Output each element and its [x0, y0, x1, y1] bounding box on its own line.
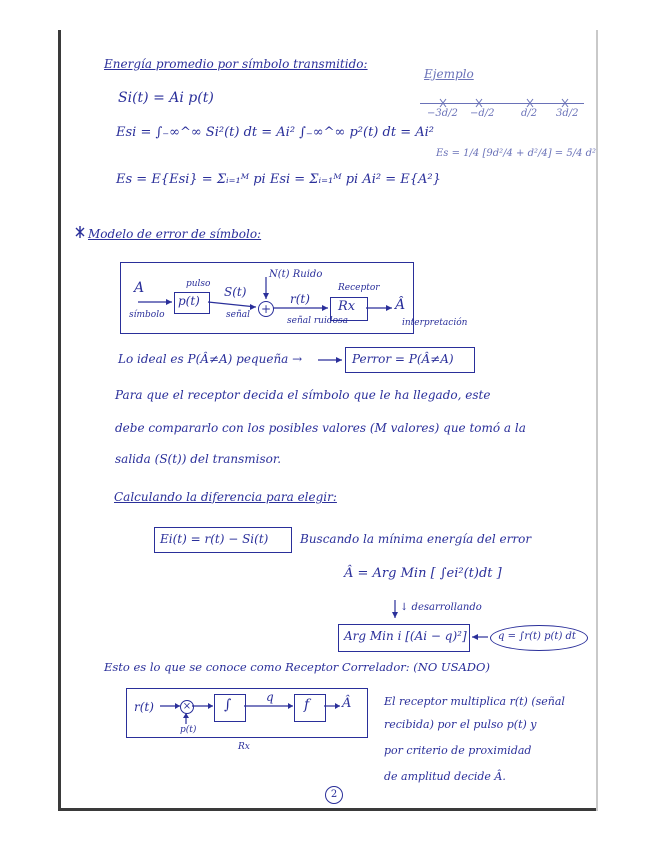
error-text: Buscando la mínima energía del error: [300, 532, 532, 546]
ideal-line: Lo ideal es P(Â≠A) pequeña →: [118, 352, 303, 366]
paragraph1-line2: debe compararlo con los posibles valores (M valores) que tomó a la: [115, 421, 526, 435]
paragraph2-line3: por criterio de proximidad: [384, 744, 532, 757]
arrow-pulse-to-sum: [208, 302, 256, 307]
diagram1-receiver-label: Receptor: [338, 283, 380, 293]
perror-text: Perror = P(Â≠A): [352, 352, 454, 366]
example-tick-1: −3d/2: [427, 108, 458, 119]
equation-es: Es = E{Esi} = Σᵢ₌₁ᴹ pi Esi = Σᵢ₌₁ᴹ pi Ai² = E{A²}: [116, 172, 441, 187]
diagram1-input: A: [134, 280, 145, 296]
diagram1-received-note: señal ruidosa: [287, 316, 348, 326]
diagram2-input: r(t): [134, 700, 154, 714]
example-tick-2: −d/2: [470, 108, 495, 119]
diagram1-received: r(t): [290, 292, 310, 306]
diagram1-noise: N(t) Ruido: [269, 269, 323, 280]
sum-node: +: [258, 301, 274, 317]
argmin-equation: Â = Arg Min [ ∫ei²(t)dt ]: [344, 566, 502, 581]
heading-model: Modelo de error de símbolo:: [88, 227, 262, 241]
mult-node: ×: [180, 700, 194, 714]
diagram1-signal-note: señal: [226, 310, 250, 320]
paragraph1-line1: Para que el receptor decida el símbolo que le ha llegado, este: [115, 388, 491, 402]
paragraph2-line4: de amplitud decide Â.: [384, 770, 506, 783]
receiver-block-label: Rx: [338, 299, 356, 314]
example-tick-3: d/2: [521, 108, 538, 119]
diagram2-output: Â: [342, 696, 352, 711]
integrator-label: ∫: [224, 697, 232, 713]
diagram1-output-note: interpretación: [402, 318, 468, 328]
desarrollando: ↓ desarrollando: [400, 602, 482, 613]
example-title: Ejemplo: [424, 67, 474, 81]
diagram2-q: q: [266, 690, 274, 704]
asterisk-bullet: [76, 226, 84, 238]
diagram1-input-note: símbolo: [129, 310, 165, 320]
diagram1-output: Â: [395, 297, 406, 313]
equation-si: Si(t) = Ai p(t): [118, 90, 214, 106]
argmin2-text: Arg Min i [(Ai − q)²]: [344, 629, 467, 643]
example-formula: Es = 1/4 [9d²/4 + d²/4] = 5/4 d²: [436, 148, 597, 159]
page-number: 2: [325, 786, 343, 804]
error-box-text: Ei(t) = r(t) − Si(t): [160, 532, 269, 546]
example-tick-4: 3d/2: [556, 108, 579, 119]
pulse-block-label: p(t): [178, 294, 200, 308]
equation-esi: Esi = ∫₋∞^∞ Si²(t) dt = Ai² ∫₋∞^∞ p²(t) dt = Ai²: [116, 125, 434, 140]
paragraph1-line3: salida (S(t)) del transmisor.: [115, 452, 282, 466]
decision-label: f: [304, 697, 310, 713]
diagram1-signal: S(t): [224, 285, 247, 299]
heading-diff: Calculando la diferencia para elegir:: [114, 490, 337, 504]
paragraph2-line1: El receptor multiplica r(t) (señal: [384, 695, 565, 708]
esto-line: Esto es lo que se conoce como Receptor Correlador: (NO USADO): [104, 660, 490, 674]
diagram2-label: Rx: [238, 742, 250, 752]
paragraph2-line2: recibida) por el pulso p(t) y: [384, 718, 537, 731]
q-oval-text: q = ∫r(t) p(t) dt: [498, 631, 576, 642]
heading-energy: Energía promedio por símbolo transmitido:: [104, 57, 368, 71]
diagram2-pulse: p(t): [180, 725, 197, 735]
diagram1-pulse-label: pulso: [186, 279, 211, 289]
